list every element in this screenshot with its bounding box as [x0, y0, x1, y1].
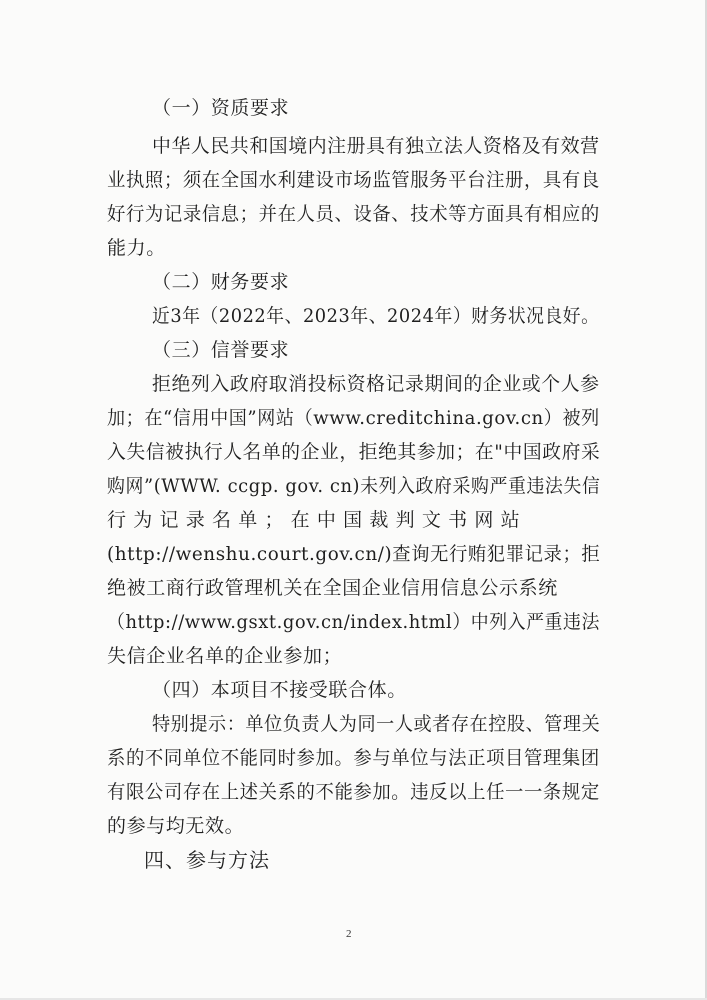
qualification-line-3: 好行为记录信息；并在人员、设备、技术等方面具有相应的	[107, 203, 600, 225]
heading-participation-method: 四、参与方法	[144, 848, 270, 872]
credit-line-6: (http://wenshu.court.gov.cn/)查询无行贿犯罪记录；拒	[107, 543, 601, 565]
qualification-line-2: 业执照；须在全国水利建设市场监管服务平台注册，具有良	[107, 169, 600, 191]
credit-line-2: 加；在“信用中国”网站（www.creditchina.gov.cn）被列	[107, 407, 600, 429]
credit-line-1: 拒绝列入政府取消投标资格记录期间的企业或个人参	[152, 373, 600, 395]
notice-line-4: 的参与均无效。	[107, 815, 245, 837]
heading-finance: （二）财务要求	[152, 271, 290, 293]
credit-line-5: 行 为 记 录 名 单 ； 在 中 国 裁 判 文 书 网 站	[107, 509, 521, 531]
credit-line-7: 绝被工商行政管理机关在全国企业信用信息公示系统	[107, 577, 558, 599]
credit-line-3: 入失信被执行人名单的企业，拒绝其参加；在"中国政府采	[107, 441, 601, 463]
heading-consortium: （四）本项目不接受联合体。	[152, 679, 407, 701]
credit-line-8: （http://www.gsxt.gov.cn/index.html）中列入严重违法	[107, 611, 600, 633]
credit-line-9: 失信企业名单的企业参加；	[107, 645, 343, 667]
finance-line-1: 近3年（2022年、2023年、2024年）财务状况良好。	[152, 305, 600, 327]
heading-credit: （三）信誉要求	[152, 339, 290, 361]
qualification-line-4: 能力。	[107, 237, 166, 259]
notice-line-3: 有限公司存在上述关系的不能参加。违反以上任一一条规定	[107, 781, 600, 803]
notice-line-2: 系的不同单位不能同时参加。参与单位与法正项目管理集团	[107, 747, 600, 769]
credit-line-4: 购网”(WWW. ccgp. gov. cn)未列入政府采购严重违法失信	[107, 475, 601, 497]
page-number: 2	[346, 928, 352, 940]
notice-line-1: 特别提示：单位负责人为同一人或者存在控股、管理关	[152, 713, 601, 735]
qualification-line-1: 中华人民共和国境内注册具有独立法人资格及有效营	[152, 135, 600, 157]
heading-qualification: （一）资质要求	[152, 97, 290, 119]
